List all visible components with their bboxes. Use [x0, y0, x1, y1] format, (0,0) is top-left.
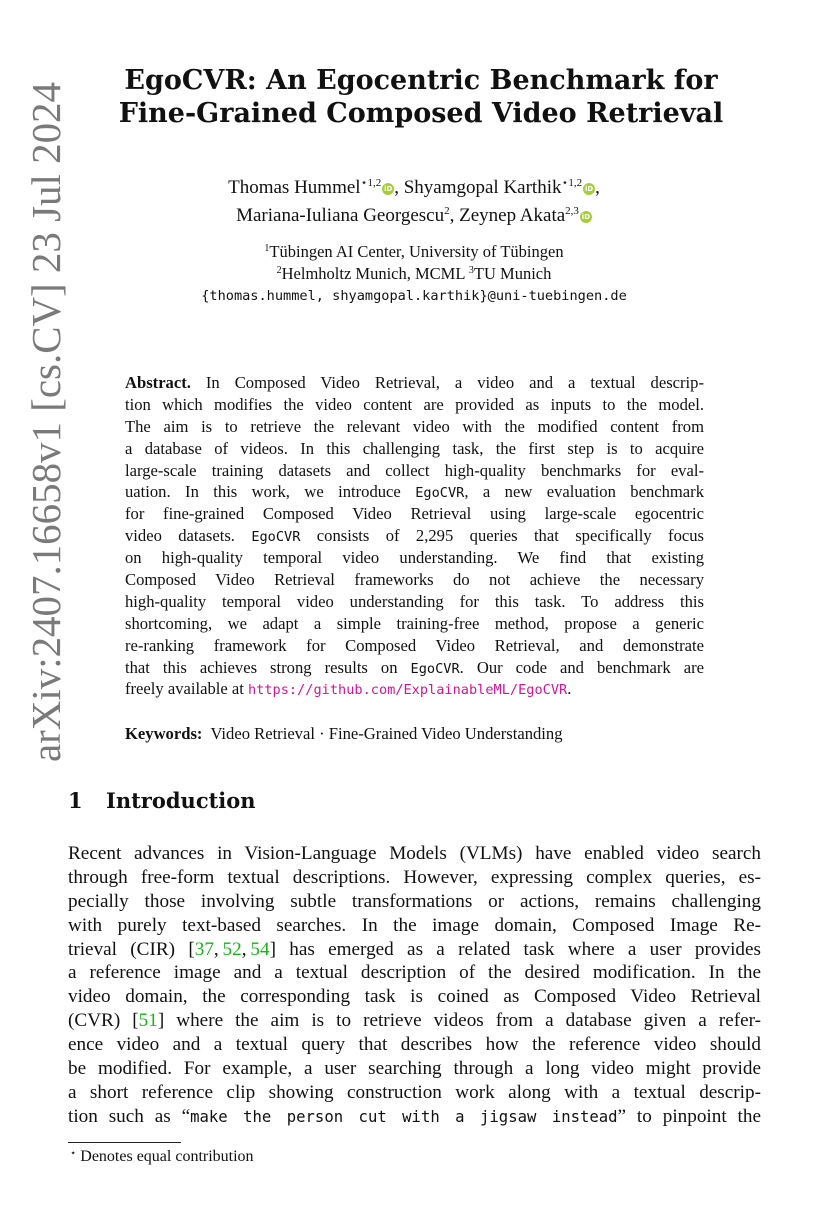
author-affiliation-mark: 2,3 — [565, 205, 579, 217]
abstract-line — [125, 525, 704, 547]
author-line-1: Thomas Hummel$^{⋆1,2}$ iD, Shyamgopal Karthik$^{⋆1,2}$ iD, — [228, 177, 600, 198]
abstract-line: a database of videos. In this challenging task, the first step is to acquire — [125, 438, 704, 458]
abstract-line: large-scale training datasets and collect high-quality benchmarks for eval- — [125, 460, 704, 480]
section-title: Introduction — [106, 788, 256, 813]
author-emails[interactable]: {thomas.hummel, shyamgopal.karthik}@uni-tuebingen.de — [201, 288, 627, 304]
author-name: Zeynep Akata — [459, 205, 566, 226]
body-text-span: trieval (CIR) [ — [68, 938, 195, 960]
section-number: 1 — [68, 788, 83, 813]
footnote-text: Denotes equal contribution — [80, 1148, 254, 1165]
body-line: trieval (CIR) [37, 52, 54] has emerged as a related task where a user provides — [68, 938, 761, 960]
body-text — [68, 842, 761, 1129]
body-line: pecially those involving subtle transformations or actions, remains challenging — [68, 890, 761, 912]
abstract-text: consists of 2,295 queries that specifically focus — [300, 526, 704, 546]
orcid-icon[interactable]: iD — [384, 185, 393, 193]
abstract-line — [125, 678, 704, 700]
body-line — [68, 1009, 761, 1033]
github-link[interactable]: https://github.com/ExplainableML/EgoCVR — [248, 682, 568, 699]
author-name: Mariana-Iuliana Georgescu — [236, 205, 445, 226]
orcid-icon[interactable]: iD — [581, 213, 591, 221]
abstract-line: shortcoming, we adapt a simple training-free method, propose a generic — [125, 613, 704, 633]
citation-link[interactable]: 52 — [222, 938, 242, 960]
citation-link[interactable]: 51 — [138, 1010, 158, 1032]
author-affiliation-mark: ⋆1,2 — [360, 177, 382, 189]
body-line: ence video and a textual query that describes how the reference video should — [68, 1034, 761, 1056]
abstract-line: re-ranking framework for Composed Video Retrieval, and demonstrate — [125, 635, 704, 655]
abstract-text: uation. In this work, we introduce — [125, 482, 416, 502]
body-line: video domain, the corresponding task is coined as Composed Video Retrieval — [68, 986, 761, 1008]
body-line: be modified. For example, a user searching through a long video might provide — [68, 1058, 761, 1080]
keywords-label: Keywords: — [125, 724, 203, 743]
abstract-line: for fine-grained Composed Video Retrieval using large-scale egocentric — [125, 504, 704, 524]
author-list — [0, 174, 828, 230]
arxiv-identifier: arXiv:2407.16658v1 [cs.CV] 23 Jul 2024 — [23, 80, 69, 762]
affiliation-text: TU Munich — [473, 264, 552, 283]
abstract-line: high-quality temporal video understanding for this task. To address this — [125, 591, 704, 611]
abstract-line — [125, 481, 704, 503]
example-query: make the person cut with a jigsaw instead — [190, 1107, 618, 1126]
orcid-icon[interactable]: iD — [585, 185, 594, 193]
affiliations — [0, 241, 828, 307]
author-name: Thomas Hummel — [228, 177, 361, 198]
author-affiliation-mark: ⋆1,2 — [561, 177, 583, 189]
body-text-span: ] has emerged as a related task where a user provides — [269, 938, 761, 960]
abstract-line — [125, 657, 704, 679]
affiliation-line-1 — [0, 241, 828, 263]
body-text-span: tion such as “ — [68, 1105, 191, 1127]
affiliation-mark: 3 — [468, 265, 474, 276]
section-heading — [68, 788, 256, 813]
body-line: a reference image and a textual description of the desired modification. In the — [68, 962, 761, 984]
abstract-line: on high-quality temporal video understanding. We find that existing — [125, 548, 704, 568]
body-line — [68, 1105, 761, 1129]
abstract-text: In Composed Video Retrieval, a video and a textual descrip- — [205, 373, 704, 392]
abstract-text: that this achieves strong results on — [125, 657, 411, 677]
citation-link[interactable]: 54 — [250, 938, 270, 960]
keywords — [125, 724, 563, 744]
abstract-text: . — [567, 679, 572, 699]
keywords-text: Video Retrieval · Fine-Grained Video Understanding — [210, 724, 563, 743]
abstract-label: Abstract. — [125, 373, 191, 392]
affiliation-mark: 1 — [264, 243, 270, 254]
footnote-rule — [68, 1142, 181, 1143]
abstract-text: freely available at — [125, 679, 248, 699]
benchmark-name: EgoCVR — [415, 485, 465, 502]
benchmark-name: EgoCVR — [410, 660, 460, 677]
author-affiliation-mark: 2 — [444, 205, 450, 217]
author-name: Shyamgopal Karthik — [403, 177, 562, 198]
title-line-2: Fine-Grained Composed Video Retrieval — [118, 98, 724, 129]
footnote — [70, 1148, 254, 1166]
body-line: with purely text-based searches. In the image domain, Composed Image Re- — [68, 914, 761, 936]
abstract-text: , a new evaluation benchmark — [464, 482, 704, 502]
paper-title — [0, 64, 828, 130]
abstract-line — [125, 372, 704, 394]
benchmark-name: EgoCVR — [251, 529, 301, 546]
body-text-span: ] where the aim is to retrieve videos from a database given a refer- — [157, 1010, 762, 1032]
footnote-mark: ⋆ — [70, 1148, 77, 1159]
abstract-text: video datasets. — [125, 526, 252, 546]
citation-link[interactable]: 37 — [194, 938, 214, 960]
author-line-2: Mariana-Iuliana Georgescu$^2$, Zeynep Akata$^{2,3}$ iD — [236, 205, 591, 226]
body-text-span: (CVR) [ — [68, 1010, 139, 1032]
affiliation-text: Tübingen AI Center, University of Tübingen — [269, 242, 564, 261]
abstract-line: The aim is to retrieve the relevant video with the modified content from — [125, 416, 704, 436]
abstract-text: . Our code and benchmark are — [459, 657, 704, 677]
body-line: through free-form textual descriptions. However, expressing complex queries, es- — [68, 866, 761, 888]
abstract-line: tion which modifies the video content are provided as inputs to the model. — [125, 394, 704, 414]
affiliation-line-2 — [0, 263, 828, 285]
body-text-span: ” to pinpoint the — [617, 1105, 761, 1127]
abstract-line: Composed Video Retrieval frameworks do not achieve the necessary — [125, 570, 704, 590]
abstract — [125, 372, 704, 700]
affiliation-text: Helmholtz Munich, MCML — [281, 264, 469, 283]
body-line: Recent advances in Vision-Language Models (VLMs) have enabled video search — [68, 843, 761, 864]
title-line-1: EgoCVR: An Egocentric Benchmark for — [124, 65, 718, 96]
body-line: a short reference clip showing construction work along with a textual descrip- — [68, 1081, 761, 1103]
affiliation-mark: 2 — [276, 265, 282, 276]
